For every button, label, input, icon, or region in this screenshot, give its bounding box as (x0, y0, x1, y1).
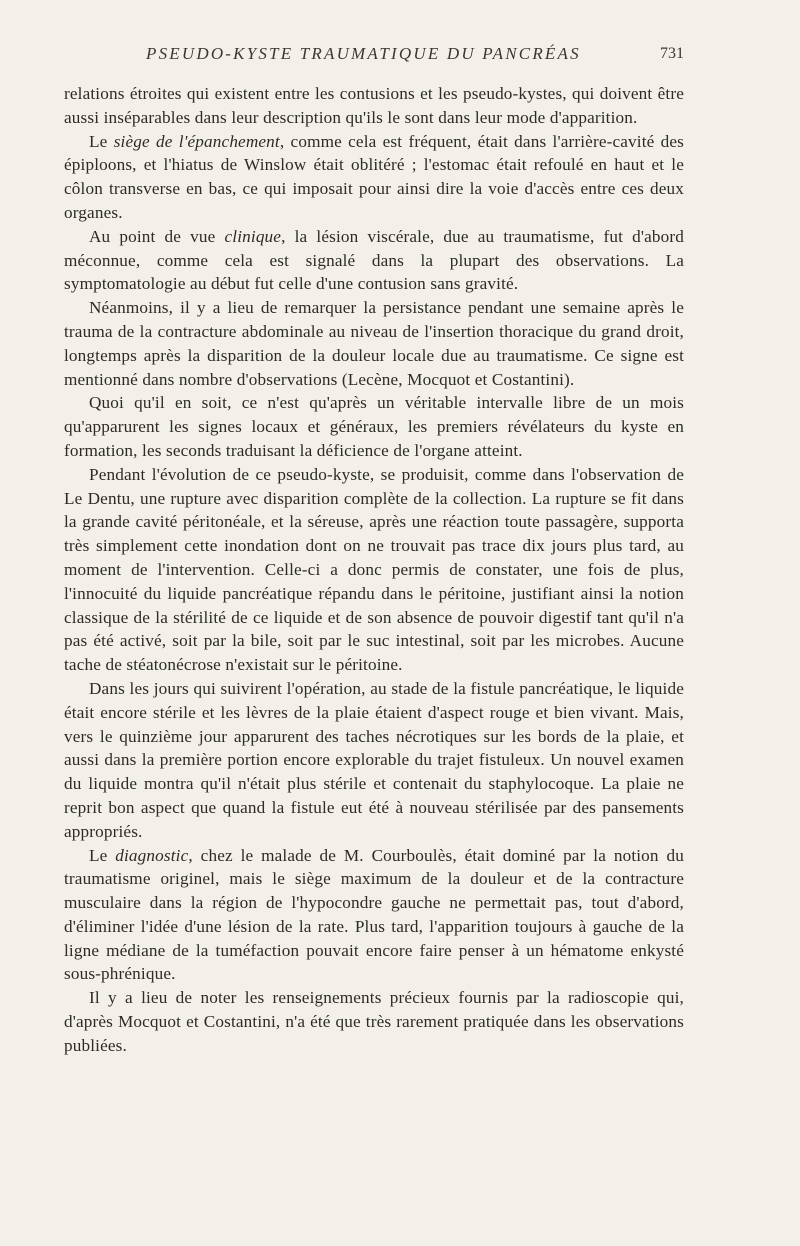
paragraph-3-emphasis: clinique (224, 226, 282, 246)
paragraph-8-post: , chez le malade de M. Courboulès, était dominé par la notion du traumatisme originel, mais le siège maximum de la douleur et de la contracture musculaire dans la région de l'hypocondre gauche ne permettait pas, tout d'abord, d'éliminer l'idée d'une lésion de la rate. Plus tard, l'apparition toujours à gauche de la ligne médiane de la tuméfaction pouvait encore faire penser à un hématome enkysté sous-phrénique. (64, 845, 684, 984)
paragraph-3 (64, 225, 684, 296)
paragraph-7: Dans les jours qui suivirent l'opération, au stade de la fistule pancréatique, le liquide était encore stérile et les lèvres de la plaie étaient d'aspect rouge et bien vivant. Mais, vers le quinzième jour apparurent des taches nécrotiques sur les bords de la plaie, et aussi dans la première portion encore explorable du trajet fistuleux. Un nouvel examen du liquide montra qu'il n'était plus stérile et contenait du staphylocoque. La plaie ne reprit bon aspect que quand la fistule eut été à nouveau stérilisée par des pansements appropriés. (64, 678, 684, 841)
paragraph-2-emphasis: siège de l'épanchement (113, 131, 280, 151)
paragraph-8 (64, 844, 684, 987)
paragraph-8-pre: Le (89, 845, 116, 865)
paragraph-2-pre: Le (89, 131, 114, 151)
page-header (64, 44, 684, 68)
paragraph-2-post: , comme cela est fréquent, était dans l'arrière-cavité des épiploons, et l'hiatus de Winslow était oblitéré ; l'estomac était refoulé en haut et le côlon transverse en bas, ce qui imposait pour ainsi dire la voie d'accès entre ces deux organes. (64, 131, 685, 222)
paragraph-6: Pendant l'évolution de ce pseudo-kyste, se produisit, comme dans l'observation de Le Dentu, une rupture avec disparition complète de la collection. La rupture se fit dans la grande cavité péritonéale, et la séreuse, après une réaction toute passagère, supporta très simplement cette inondation dont on ne trouvait pas trace dix jours plus tard, au moment de l'intervention. Celle-ci a donc permis de constater, une fois de plus, l'innocuité du liquide pancréatique répandu dans le péritoine, justifiant ainsi la notion classique de la stérilité de ce liquide et de son absence de pouvoir digestif tant qu'il n'a pas été activé, soit par la bile, soit par le suc intestinal, soit par les microbes. Aucune tache de stéatonécrose n'existait sur le péritoine. (64, 464, 684, 675)
running-title: PSEUDO-KYSTE TRAUMATIQUE DU PANCRÉAS (146, 44, 581, 63)
paragraph-1: relations étroites qui existent entre les contusions et les pseudo-kystes, qui doivent être aussi inséparables dans leur description qu'ils le sont dans leur mode d'apparition. (64, 84, 684, 127)
paragraph-8-emphasis: diagnostic (115, 845, 189, 865)
page-number: 731 (660, 45, 684, 62)
paragraph-3-pre: Au point de vue (89, 226, 225, 246)
body-text (64, 82, 684, 1058)
paragraph-5: Quoi qu'il en soit, ce n'est qu'après un véritable intervalle libre de un mois qu'apparurent les signes locaux et généraux, les premiers révélateurs du kyste en formation, les seconds traduisant la déficience de l'organe atteint. (64, 393, 684, 460)
paragraph-2 (64, 130, 684, 225)
paragraph-3-post: , la lésion viscérale, due au traumatisme, fut d'abord méconnue, comme cela est signalé dans la plupart des observations. La symptomatologie au début fut celle d'une contusion sans gravité. (64, 226, 684, 294)
paragraph-9: Il y a lieu de noter les renseignements précieux fournis par la radioscopie qui, d'après Mocquot et Costantini, n'a été que très rarement pratiquée dans les observations publiées. (64, 988, 684, 1055)
paragraph-4: Néanmoins, il y a lieu de remarquer la persistance pendant une semaine après le trauma de la contracture abdominale au niveau de l'insertion thoracique du grand droit, longtemps après la disparition de la douleur locale due au traumatisme. Ce signe est mentionné dans nombre d'observations (Lecène, Mocquot et Costantini). (64, 298, 684, 389)
